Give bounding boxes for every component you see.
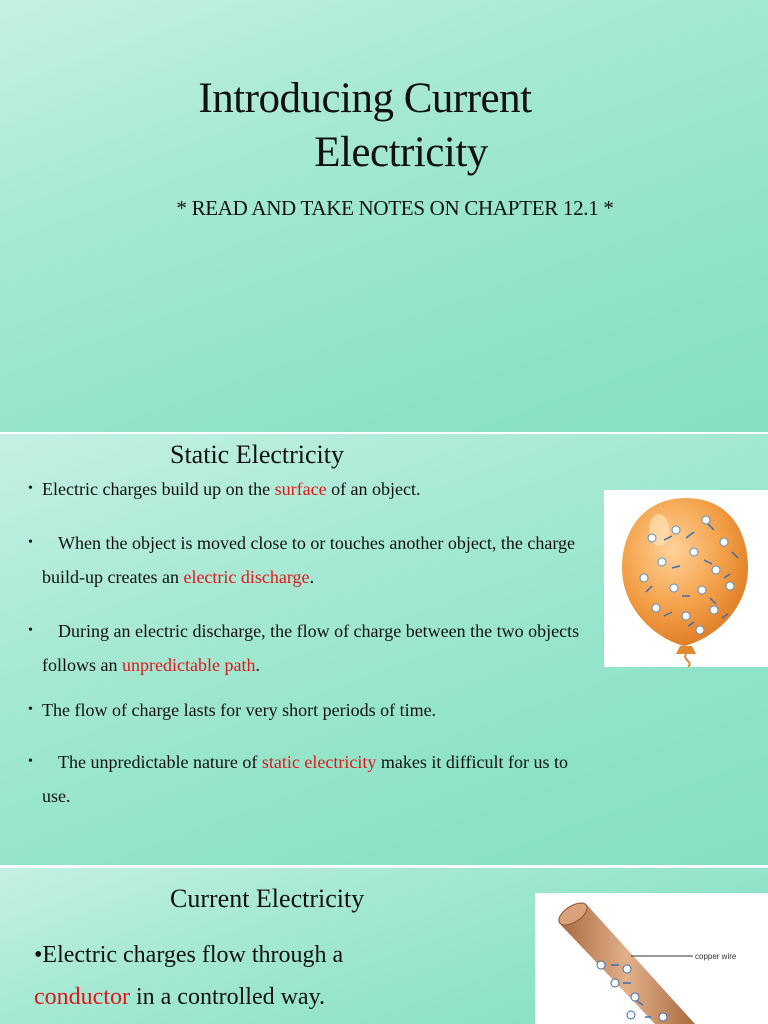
bullet-item <box>34 934 434 1018</box>
bullet-icon: • <box>28 481 33 496</box>
bullet-text-end: in a controlled way. <box>129 984 326 1010</box>
bullet-icon: • <box>28 702 33 717</box>
bullet-item <box>28 614 600 682</box>
slide-heading: Current Electricity <box>170 884 365 913</box>
title-slide <box>0 0 768 432</box>
bullet-text-end: makes it difficult for us to use. <box>42 752 568 806</box>
bullet-text: Electric charges flow through a <box>42 942 344 968</box>
copper-wire-image <box>535 893 768 1024</box>
bullet-icon: • <box>28 754 33 769</box>
slide-title-line2: Electricity <box>314 129 488 176</box>
slide-heading: Static Electricity <box>170 440 344 469</box>
wire-label: copper wire <box>695 952 737 961</box>
bullet-text-end: . <box>255 655 260 675</box>
bullet-text: When the object is moved close to or touches another object, the charge build-up creates an <box>42 533 575 587</box>
balloon-image <box>604 490 768 667</box>
slide-title <box>0 72 740 180</box>
bullet-text-end: of an object. <box>326 479 421 499</box>
bullet-item <box>28 472 600 506</box>
bullet-item <box>28 693 600 727</box>
bullet-icon: • <box>34 942 43 968</box>
bullet-text: The unpredictable nature of <box>58 752 262 772</box>
bullet-item <box>28 745 600 813</box>
bullet-text: Electric charges build up on the <box>42 479 275 499</box>
bullet-text: The flow of charge lasts for very short periods of time. <box>42 700 437 720</box>
bullet-highlight: surface <box>274 479 327 499</box>
bullet-highlight: unpredictable path <box>122 655 256 675</box>
bullet-text: During an electric discharge, the flow of charge between the two objects follows an <box>42 621 580 675</box>
bullet-icon: • <box>28 623 33 638</box>
bullet-highlight: static electricity <box>261 752 377 772</box>
slide-subtitle: * READ AND TAKE NOTES ON CHAPTER 12.1 * <box>176 196 614 220</box>
bullet-item <box>28 526 600 594</box>
bullet-highlight: conductor <box>34 984 130 1010</box>
balloon-icon <box>604 490 768 667</box>
static-electricity-slide <box>0 434 768 865</box>
copper-wire-icon <box>535 893 768 1024</box>
bullet-text-end: . <box>309 567 315 587</box>
slide-title-line1: Introducing Current <box>198 75 532 122</box>
bullet-highlight: electric discharge <box>183 567 310 587</box>
current-electricity-slide <box>0 868 768 1024</box>
bullet-icon: • <box>28 535 33 550</box>
